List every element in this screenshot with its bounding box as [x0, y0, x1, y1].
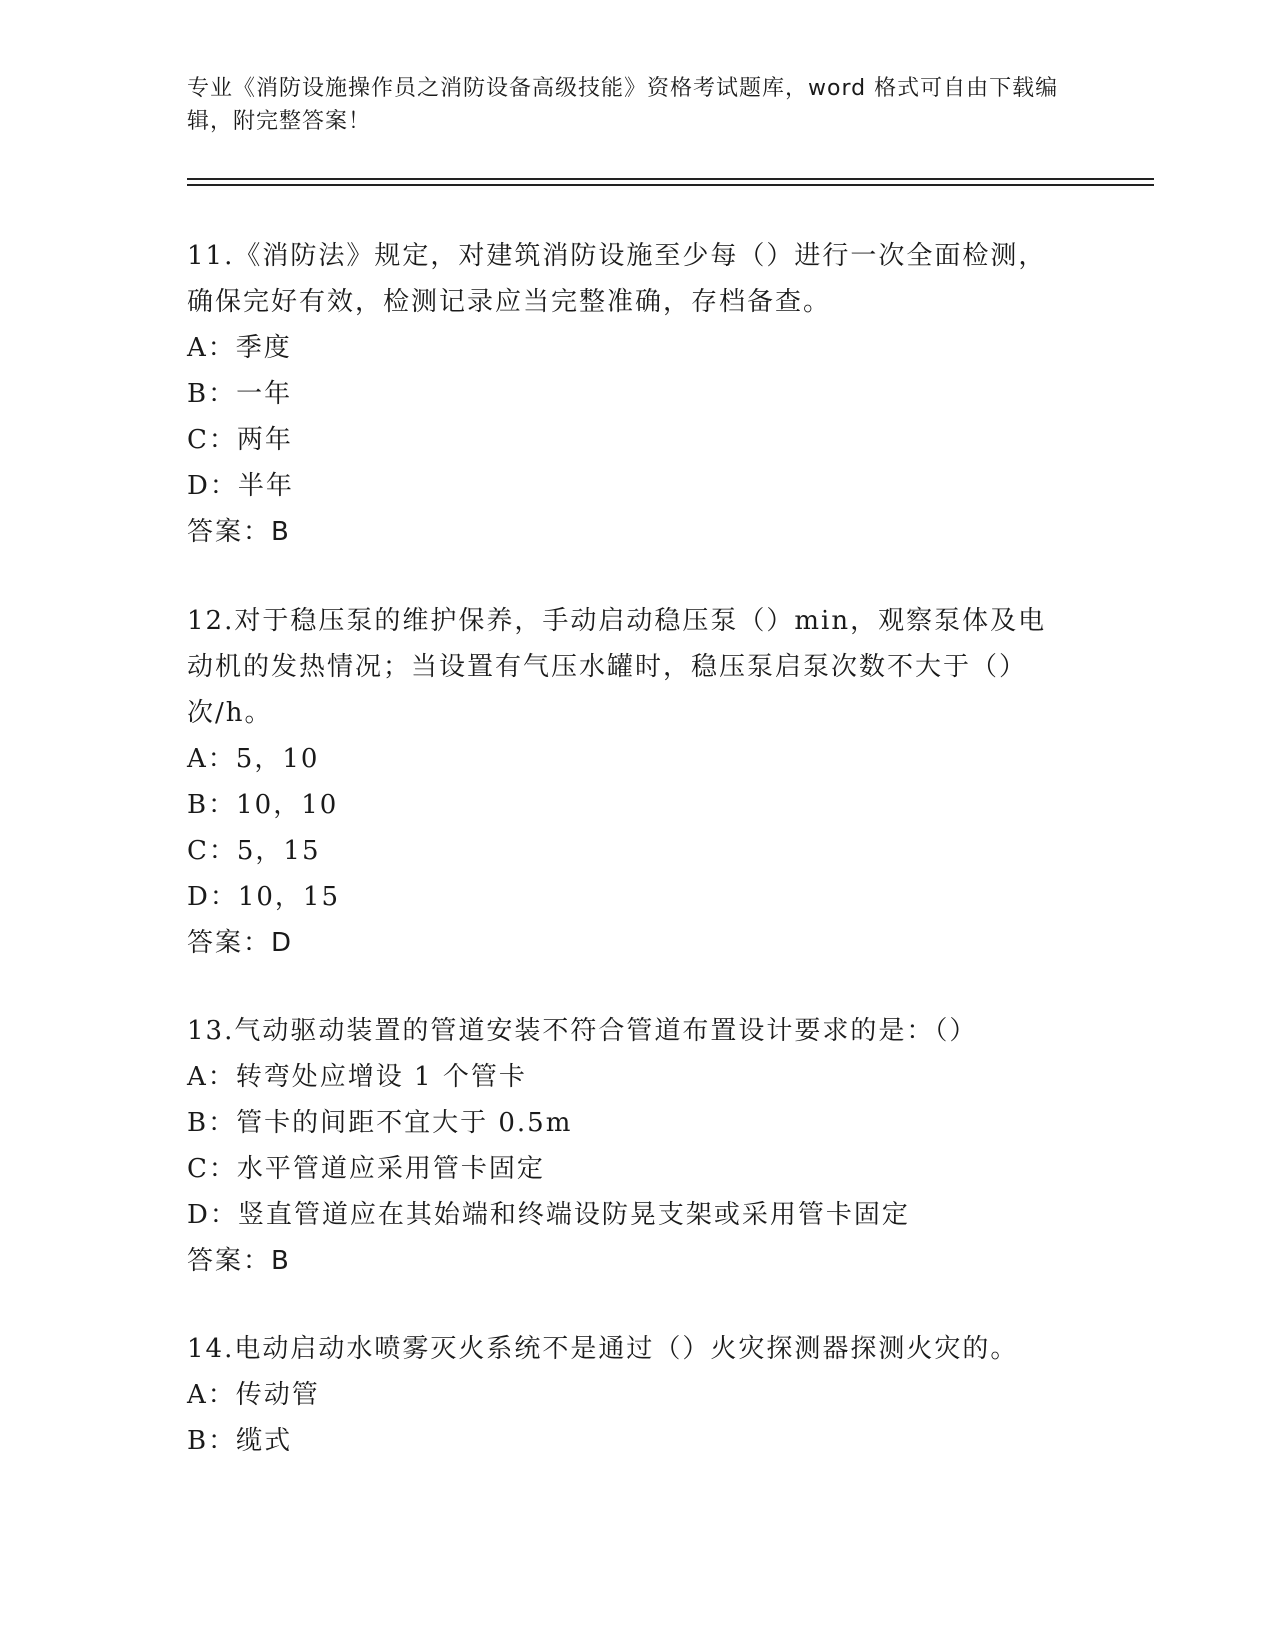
header-divider-bottom	[187, 184, 1154, 186]
option-c: C：水平管道应采用管卡固定	[187, 1154, 545, 1184]
option-b: B：一年	[187, 379, 293, 409]
question-14	[187, 1326, 1067, 1464]
question-stem: 12.对于稳压泵的维护保养，手动启动稳压泵（）min，观察泵体及电动机的发热情况；当设置有气压水罐时，稳压泵启泵次数不大于（）次/h。	[187, 606, 1047, 728]
answer: 答案：B	[187, 517, 291, 547]
question-stem: 14.电动启动水喷雾灭火系统不是通过（）火灾探测器探测火灾的。	[187, 1334, 1019, 1364]
header-divider-top	[187, 178, 1154, 180]
answer: 答案：B	[187, 1246, 291, 1276]
option-d: D：半年	[187, 471, 294, 501]
question-stem: 11.《消防法》规定，对建筑消防设施至少每（）进行一次全面检测，确保完好有效，检测记录应当完整准确，存档备查。	[187, 241, 1047, 317]
option-c: C：5，15	[187, 836, 321, 866]
option-a: A：季度	[187, 333, 292, 363]
question-12	[187, 598, 1067, 966]
document-header: 专业《消防设施操作员之消防设备高级技能》资格考试题库，word 格式可自由下载编辑，附完整答案！	[187, 76, 1059, 134]
question-13	[187, 1008, 1067, 1284]
option-a: A：传动管	[187, 1380, 320, 1410]
option-b: B：缆式	[187, 1426, 293, 1456]
option-c: C：两年	[187, 425, 293, 455]
option-a: A：5，10	[187, 744, 320, 774]
option-a: A：转弯处应增设 1 个管卡	[187, 1062, 527, 1092]
question-stem: 13.气动驱动装置的管道安装不符合管道布置设计要求的是：（）	[187, 1016, 978, 1046]
question-11	[187, 233, 1067, 555]
answer: 答案：D	[187, 928, 294, 958]
option-b: B：10，10	[187, 790, 339, 820]
option-d: D：竖直管道应在其始端和终端设防晃支架或采用管卡固定	[187, 1200, 910, 1230]
option-d: D：10，15	[187, 882, 341, 912]
option-b: B：管卡的间距不宜大于 0.5m	[187, 1108, 573, 1138]
